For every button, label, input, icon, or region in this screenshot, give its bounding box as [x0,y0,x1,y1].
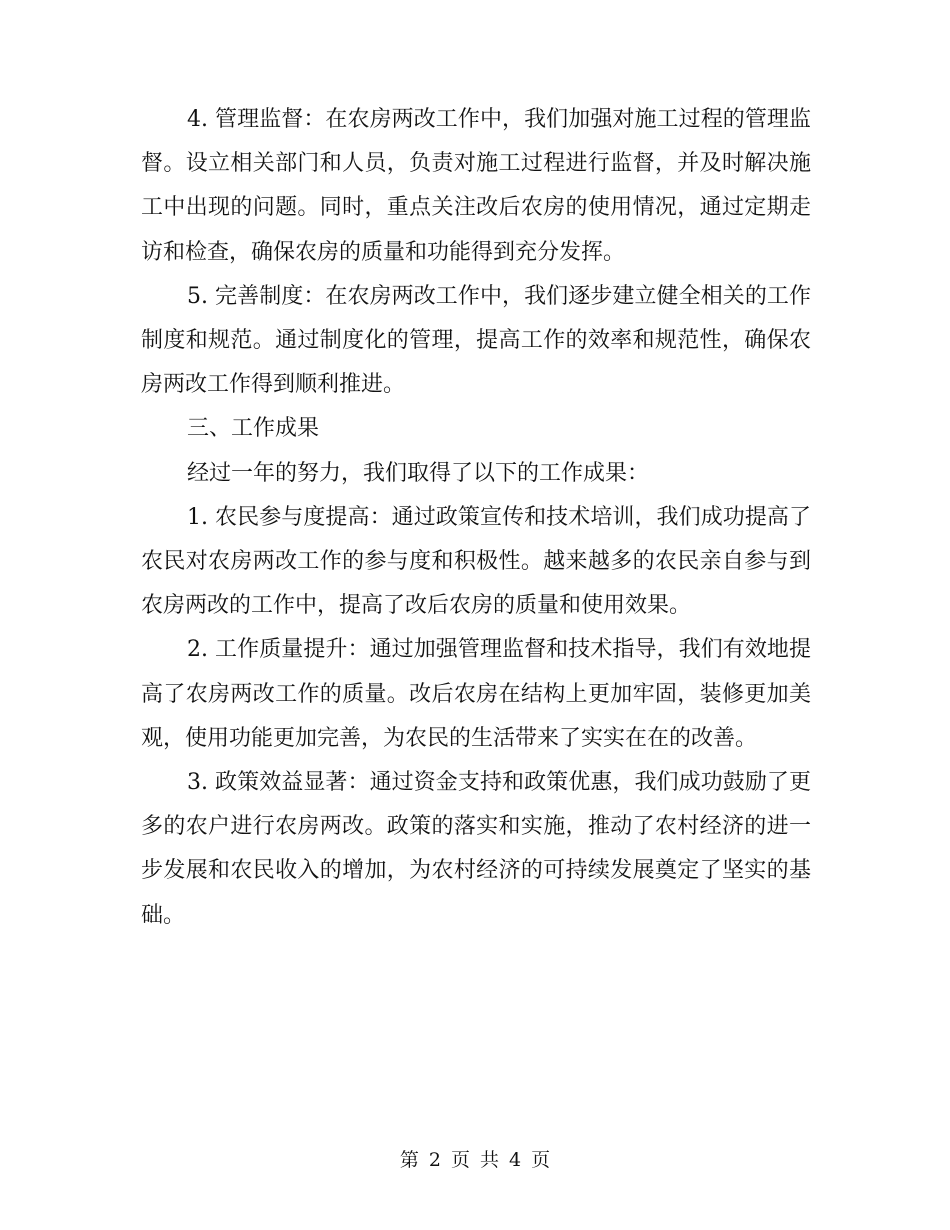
paragraph-policy-benefits: 3. 政策效益显著：通过资金支持和政策优惠，我们成功鼓励了更多的农户进行农房两改。政策的落实和实施，推动了农村经济的进一步发展和农民收入的增加，为农村经济的可持续发展奠定了坚实的基础。 [141,770,811,928]
page-number-footer: 第 2 页 共 4 页 [399,1149,551,1171]
paragraph-improve-system: 5. 完善制度：在农房两改工作中，我们逐步建立健全相关的工作制度和规范。通过制度化的管理，提高工作的效率和规范性，确保农房两改工作得到顺利推进。 [141,283,811,398]
document-body [141,98,811,938]
paragraph-management-supervision: 4. 管理监督：在农房两改工作中，我们加强对施工过程的管理监督。设立相关部门和人员，负责对施工过程进行监督，并及时解决施工中出现的问题。同时，重点关注改后农房的使用情况，通过定期走访和检查，确保农房的质量和功能得到充分发挥。 [141,107,811,265]
section-heading-work-results: 三、工作成果 [187,416,320,442]
paragraph-work-quality: 2. 工作质量提升：通过加强管理监督和技术指导，我们有效地提高了农房两改工作的质量。改后农房在结构上更加牢固，装修更加美观，使用功能更加完善，为农民的生活带来了实实在在的改善。 [141,637,811,751]
paragraph-farmer-participation: 1. 农民参与度提高：通过政策宣传和技术培训，我们成功提高了农民对农房两改工作的参与度和积极性。越来越多的农民亲自参与到农房两改的工作中，提高了改后农房的质量和使用效果。 [141,504,811,619]
paragraph-results-intro: 经过一年的努力，我们取得了以下的工作成果： [187,460,650,486]
